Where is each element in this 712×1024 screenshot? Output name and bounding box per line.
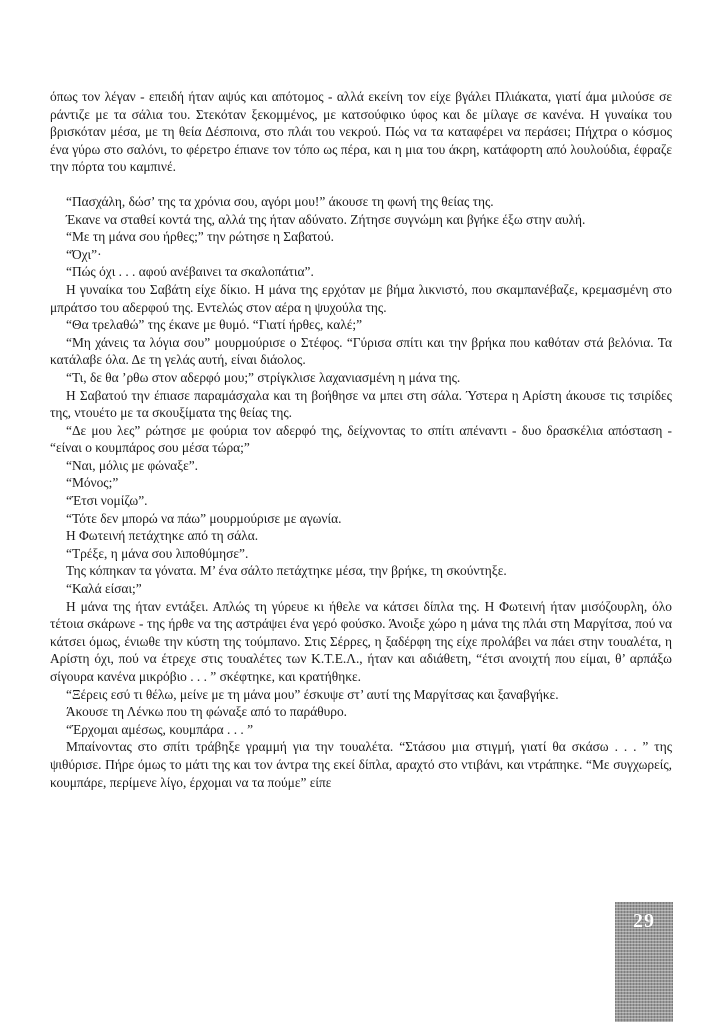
paragraph: Η γυναίκα του Σαβάτη είχε δίκιο. Η μάνα της ερχόταν με βήμα λικνιστό, που σκαμπανέβαζε, κρεμασμένη στο μπράτσο του αδερφού της. Εντελώς στον αέρα η ψυχούλα της. <box>50 281 672 315</box>
paragraph: “Ναι, μόλις με φώναξε”. <box>66 457 199 473</box>
paragraph: Η Φωτεινή πετάχτηκε από τη σάλα. <box>66 528 259 544</box>
paragraph: “Τι, δε θα ’ρθω στον αδερφό μου;” στρίγκλισε λαχανιασμένη η μάνα της. <box>66 369 461 385</box>
paragraph: Η μάνα της ήταν εντάξει. Απλώς τη γύρευε κι ήθελε να κάτσει δίπλα της. Η Φωτεινή ήταν μισόζουρλη, όλο τέτοια σκάρωνε - της ήρθε να της αστράψει ένα γερό φούσκο. Άνοιξε χώρο η μάνα της πλάι στη Μαργίτσα, πού να κάτσει όμως, ένιωθε την κύστη της τούμπανο. Στις Σέρρες, η ξαδέρφη της είχε προλάβει να πάει στην τουαλέτα, η Αρίστη όχι, πού να έτρεχε στις τουαλέτες των Κ.Τ.Ε.Λ., ήταν και αδιάθετη, “έτσι ανοιχτή που είμαι, θ’ αρπάξω σίγουρα κανένα μικρόβιο . . . ” σκέφτηκε, και κρατήθηκε. <box>50 598 672 684</box>
page-number-box <box>615 902 673 1022</box>
paragraph: όπως τον λέγαν - επειδή ήταν αψύς και απότομος - αλλά εκείνη τον είχε βγάλει Πλιάκατα, γιατί άμα μιλούσε σε ράντιζε με τα σάλια του. Στεκόταν ξεκομμένος, με κατσούφικο ύφος και δε μίλαγε σε κανένα. Η γυναίκα του βρισκόταν μέσα, με τη θεία Δέσποινα, στο πλάι του νεκρού. Πώς να τα καταφέρει να περάσει; Πήχτρα ο κόσμος ένα γύρω στο σαλόνι, το φέρετρο έπιανε τον τόπο ως πέρα, και η μια του άκρη, κατάφορτη από λουλούδια, έφραζε την πόρτα του καμπινέ. <box>50 89 672 175</box>
paragraph: “Πώς όχι . . . αφού ανέβαινει τα σκαλοπάτια”. <box>66 264 314 280</box>
paragraph: “Δε μου λες” ρώτησε με φούρια τον αδερφό της, δείχνοντας το σπίτι απέναντι - δυο δρασκέλια απόσταση - “είναι ο κουμπάρος σου μέσα τώρα;” <box>50 422 672 456</box>
paragraph: “Καλά είσαι;” <box>66 581 142 597</box>
paragraph: “Θα τρελαθώ” της έκανε με θυμό. “Γιατί ήρθες, καλέ;” <box>66 317 363 333</box>
paragraph: “Μόνος;” <box>66 475 119 491</box>
paragraph: “Ξέρεις εσύ τι θέλω, μείνε με τη μάνα μου” έσκυψε στ’ αυτί της Μαργίτσας και ξαναβγήκε. <box>66 686 559 702</box>
paragraph: Της κόπηκαν τα γόνατα. Μ’ ένα σάλτο πετάχτηκε μέσα, την βρήκε, τη σκούντηξε. <box>66 563 507 579</box>
page-number: 29 <box>633 910 655 932</box>
paragraph: Η Σαβατού την έπιασε παραμάσχαλα και τη βοήθησε να μπει στη σάλα. Ύστερα η Αρίστη άκουσε τις τσιρίδες της, ντουέτο με τα σκουξίματα της θείας της. <box>50 387 672 421</box>
page-body <box>50 88 672 791</box>
paragraph: “Τρέξε, η μάνα σου λιποθύμησε”. <box>66 545 249 561</box>
paragraph: “Με τη μάνα σου ήρθες;” την ρώτησε η Σαβατού. <box>66 229 334 245</box>
paragraph: “Όχι”· <box>66 246 102 262</box>
paragraph: “Πασχάλη, δώσ’ της τα χρόνια σου, αγόρι μου!” άκουσε τη φωνή της θείας της. <box>66 193 494 209</box>
paragraph: Μπαίνοντας στο σπίτι τράβηξε γραμμή για την τουαλέτα. “Στάσου μια στιγμή, γιατί θα σκάσω . . . ” της ψιθύρισε. Πήρε όμως το μάτι της και τον άντρα της εκεί δίπλα, αραχτό στο ντιβάνι, και ντράπηκε. “Με συγχωρείς, κουμπάρε, περίμενε λίγο, έρχομαι να τα πούμε” είπε <box>50 739 672 790</box>
paragraph: “Έτσι νομίζω”. <box>66 493 148 509</box>
paragraph: “Μη χάνεις τα λόγια σου” μουρμούρισε ο Στέφος. “Γύρισα σπίτι και την βρήκα που καθόταν στά βελόνια. Τα κατάλαβε όλα. Δε τη γελάς αυτή, είναι διάολος. <box>50 334 672 368</box>
paragraph: Έκανε να σταθεί κοντά της, αλλά της ήταν αδύνατο. Ζήτησε συγνώμη και βγήκε έξω στην αυλή. <box>66 211 586 227</box>
paragraph: “Τότε δεν μπορώ να πάω” μουρμούρισε με αγωνία. <box>66 510 342 526</box>
paragraph: “Έρχομαι αμέσως, κουμπάρα . . . ” <box>66 721 254 737</box>
paragraph: Άκουσε τη Λένκω που τη φώναξε από το παράθυρο. <box>66 704 348 720</box>
